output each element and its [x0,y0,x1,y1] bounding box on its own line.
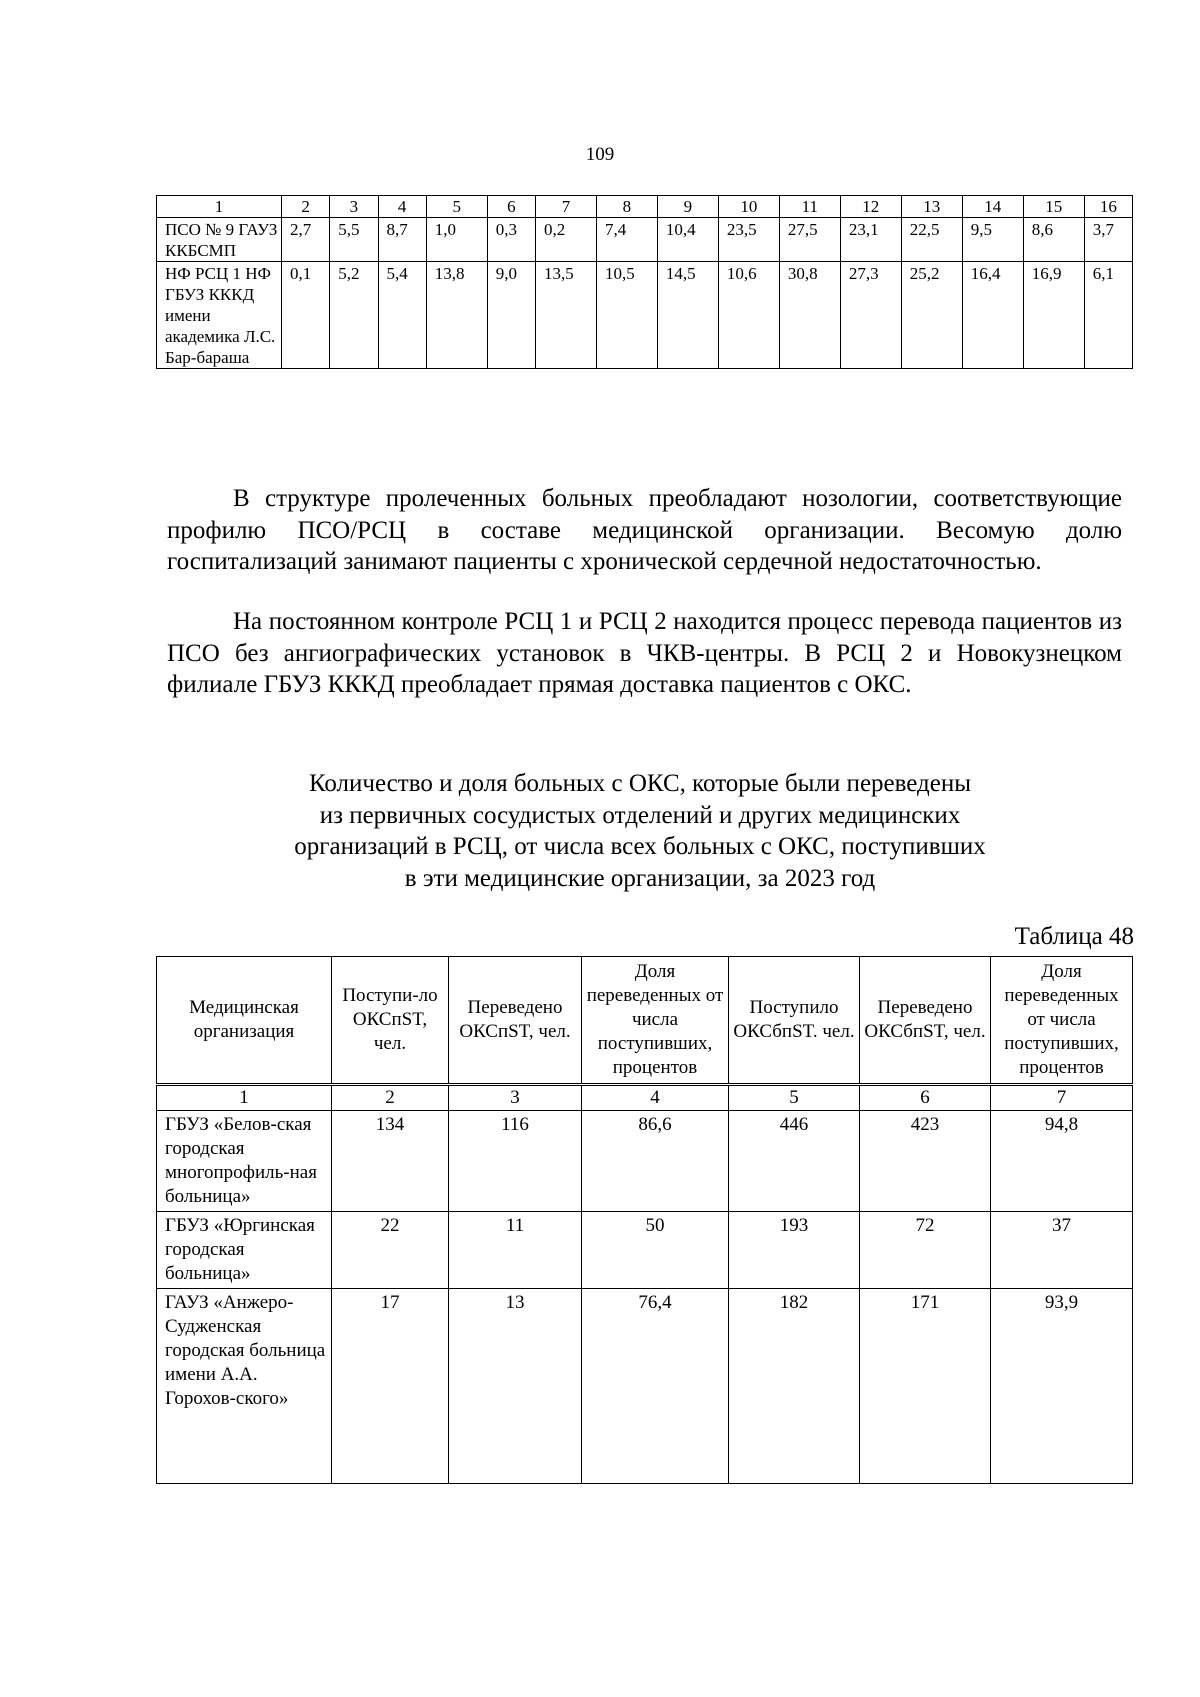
col-index: 10 [718,196,779,218]
value-cell: 37 [991,1212,1133,1289]
value-cell: 3,7 [1084,218,1132,262]
value-cell: 27,5 [779,218,840,262]
value-cell: 0,1 [282,262,330,369]
org-cell: ГАУЗ «Анжеро-Судженская городская больница имени А.А. Горохов-ского» [157,1289,332,1484]
caption-line: из первичных сосудистых отделений и других медицинских [319,801,961,829]
value-cell: 10,4 [657,218,718,262]
column-header: Доля переведенных от числа поступивших, процентов [582,957,729,1085]
paragraph-structure [167,483,1122,578]
col-index: 7 [535,196,596,218]
value-cell: 446 [729,1111,860,1212]
value-cell: 134 [332,1111,449,1212]
value-cell: 16,4 [962,262,1023,369]
paragraph-text: В структуре пролеченных больных преобладают нозологии, соответствующие профилю ПСО/РСЦ в составе медицинской организации. Весомую долю госпитализаций занимают пациенты с хронической сердечной недостаточностью. [167,485,1122,575]
header-row [157,957,1133,1085]
table-caption [240,768,1040,894]
value-cell: 50 [582,1212,729,1289]
col-index: 7 [991,1085,1133,1111]
value-cell: 22,5 [901,218,962,262]
value-cell: 86,6 [582,1111,729,1212]
column-header: Переведено ОКСбпST, чел. [860,957,991,1085]
value-cell: 7,4 [596,218,657,262]
col-index: 15 [1023,196,1084,218]
value-cell: 72 [860,1212,991,1289]
paragraph-transfer [167,606,1122,701]
col-index: 2 [332,1085,449,1111]
value-cell: 6,1 [1084,262,1132,369]
value-cell: 27,3 [840,262,901,369]
org-cell: ГБУЗ «Белов-ская городская многопрофиль-ная больница» [157,1111,332,1212]
value-cell: 5,5 [330,218,378,262]
page-number: 109 [585,144,615,165]
col-index: 4 [378,196,426,218]
value-cell: 423 [860,1111,991,1212]
col-index: 5 [729,1085,860,1111]
column-header: Поступило ОКСбпST. чел. [729,957,860,1085]
col-index: 12 [840,196,901,218]
col-index: 6 [487,196,535,218]
value-cell: 76,4 [582,1289,729,1484]
value-cell: 8,7 [378,218,426,262]
value-cell: 23,5 [718,218,779,262]
value-cell: 182 [729,1289,860,1484]
col-index: 1 [157,1085,332,1111]
col-index: 13 [901,196,962,218]
value-cell: 11 [449,1212,582,1289]
value-cell: 94,8 [991,1111,1133,1212]
value-cell: 93,9 [991,1289,1133,1484]
column-header: Переведено ОКСпST, чел. [449,957,582,1085]
value-cell: 10,6 [718,262,779,369]
value-cell: 23,1 [840,218,901,262]
caption-line: в эти медицинские организации, за 2023 год [404,864,876,892]
column-index-row [157,196,1133,218]
caption-line: Количество и доля больных с ОКС, которые были переведены [308,770,972,797]
org-cell: НФ РСЦ 1 НФ ГБУЗ КККД имени академика Л.С. Бар-бараша [157,262,282,369]
transfer-table [156,956,1133,1484]
column-header: Доля переведенных от числа поступивших, процентов [991,957,1133,1085]
org-cell: ПСО № 9 ГАУЗ ККБСМП [157,218,282,262]
value-cell: 0,3 [487,218,535,262]
col-index: 8 [596,196,657,218]
table-label: Таблица 48 [1014,923,1134,950]
col-index: 11 [779,196,840,218]
col-index: 5 [426,196,487,218]
table-row [157,1212,1133,1289]
table-row [157,262,1133,369]
table-row [157,218,1133,262]
value-cell: 2,7 [282,218,330,262]
continuation-table [156,195,1133,369]
value-cell: 0,2 [535,218,596,262]
value-cell: 30,8 [779,262,840,369]
column-header: Медицинская организация [157,957,332,1085]
value-cell: 116 [449,1111,582,1212]
value-cell: 10,5 [596,262,657,369]
value-cell: 16,9 [1023,262,1084,369]
col-index: 16 [1084,196,1132,218]
col-index: 6 [860,1085,991,1111]
table-row [157,1289,1133,1484]
value-cell: 14,5 [657,262,718,369]
caption-line: организаций в РСЦ, от числа всех больных с ОКС, поступивших [294,833,986,860]
value-cell: 22 [332,1212,449,1289]
table-row [157,1111,1133,1212]
value-cell: 5,2 [330,262,378,369]
col-index: 2 [282,196,330,218]
col-index: 3 [449,1085,582,1111]
value-cell: 5,4 [378,262,426,369]
value-cell: 13,8 [426,262,487,369]
value-cell: 193 [729,1212,860,1289]
value-cell: 171 [860,1289,991,1484]
col-index: 1 [157,196,282,218]
col-index: 14 [962,196,1023,218]
column-index-row [157,1085,1133,1111]
value-cell: 13,5 [535,262,596,369]
col-index: 9 [657,196,718,218]
value-cell: 9,5 [962,218,1023,262]
value-cell: 8,6 [1023,218,1084,262]
col-index: 4 [582,1085,729,1111]
value-cell: 17 [332,1289,449,1484]
column-header: Поступи-ло ОКСпST, чел. [332,957,449,1085]
org-cell: ГБУЗ «Юргинская городская больница» [157,1212,332,1289]
paragraph-text: На постоянном контроле РСЦ 1 и РСЦ 2 находится процесс перевода пациентов из ПСО без ангиографических установок в ЧКВ-центры. В РСЦ 2 и Новокузнецком филиале ГБУЗ КККД преобладает прямая доставка пациентов с ОКС. [167,608,1122,698]
col-index: 3 [330,196,378,218]
value-cell: 25,2 [901,262,962,369]
value-cell: 1,0 [426,218,487,262]
value-cell: 13 [449,1289,582,1484]
value-cell: 9,0 [487,262,535,369]
